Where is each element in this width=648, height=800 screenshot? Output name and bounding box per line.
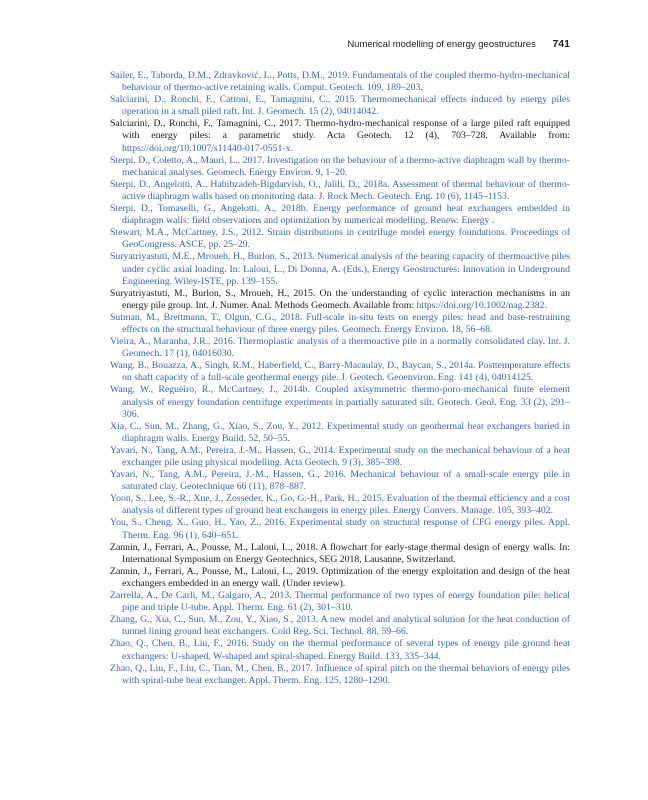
reference-list <box>110 70 570 687</box>
reference-text: Sterpi, D., Angelotti, A., Habibzadeh-Bigdarvish, O., Jalili, D., 2018a. Assessment of thermal behaviour of thermo-active diaphragm walls based on monitoring data. J. Rock Mech. Geotech. Eng. 10 (6), 1145–1153. <box>110 178 570 202</box>
reference-entry[interactable] <box>110 336 570 360</box>
reference-entry[interactable] <box>110 203 570 227</box>
reference-text: Yoon, S., Lee, S.-R., Xue, J., Zosseder, K., Go, G.-H., Park, H., 2015. Evaluation of the thermal efficiency and a cost analysis of different types of ground heat exchangers in energy piles. Energy Convers. Manage. 105, 393–402. <box>110 493 570 517</box>
reference-entry[interactable] <box>110 312 570 336</box>
reference-text: You, S., Cheng, X., Guo, H., Yao, Z., 2016. Experimental study on structural response of CFG energy piles. Appl. Therm. Eng. 96 (1), 640–651. <box>110 517 570 541</box>
reference-entry <box>110 542 570 566</box>
reference-entry[interactable] <box>110 638 570 662</box>
reference-text: Salciarini, D., Ronchi, F., Tamagnini, C., 2017. Thermo-hydro-mechanical response of a large piled raft equipped with energy piles: a parametric study. Acta Geotech. 12 (4), 703–728. Available from: <box>110 118 570 142</box>
reference-text: Stewart, M.A., McCartney, J.S., 2012. Strain distributions in centrifuge model energy foundations. Proceedings of GeoCongress. ASCE, pp. 25–29. <box>110 227 570 251</box>
reference-entry[interactable] <box>110 155 570 179</box>
reference-entry[interactable] <box>110 179 570 203</box>
reference-entry[interactable] <box>110 590 570 614</box>
reference-text: Zhao, Q., Chen, B., Liu, F., 2016. Study on the thermal performance of several types of energy pile ground heat exchangers: U-shaped, W-shaped and spiral-shaped. Energy Build. 133, 335–344. <box>110 638 570 662</box>
reference-text: Zarrella, A., De Carli, M., Galgaro, A., 2013. Thermal performance of two types of energy foundation pile: helical pipe and triple U-tube. Appl. Therm. Eng. 61 (2), 301–310. <box>110 590 570 614</box>
reference-text: Vieira, A., Maranha, J.R., 2016. Thermoplastic analysis of a thermoactive pile in a normally consolidated clay. Int. J. Geomech. 17 (1), 04016030. <box>110 336 570 360</box>
reference-text: Zannin, J., Ferrari, A., Pousse, M., Laloui, L., 2019. Optimization of the energy exploitation and design of the heat exchangers embedded in an energy wall. (Under review). <box>110 565 570 589</box>
doi-link[interactable]: https://doi.org/10.1002/nag.2382. <box>416 299 547 311</box>
reference-entry[interactable] <box>110 493 570 517</box>
reference-text: Wang, W., Regueiro, R., McCartney, J., 2014b. Coupled axisymmetric thermo-poro-mechanical finite element analysis of energy foundation centrifuge experiments in partially saturated silt. Geotech. Geol. Eng. 33 (2), 291–306. <box>110 384 570 420</box>
reference-entry[interactable] <box>110 517 570 541</box>
reference-entry <box>110 118 570 154</box>
reference-entry[interactable] <box>110 70 570 94</box>
reference-text: Zhang, G., Xia, C., Sun, M., Zou, Y., Xiao, S., 2013. A new model and analytical solution for the heat conduction of tunnel lining ground heat exchangers. Cold Reg. Sci. Technol. 88, 59–66. <box>110 614 570 638</box>
reference-text: Salciarini, D., Ronchi, F., Cattoni, E., Tamagnini, C., 2015. Thermomechanical effects induced by energy piles operation in a small piled raft. Int. J. Geomech. 15 (2), 04014042. <box>110 94 570 118</box>
reference-text: Zannin, J., Ferrari, A., Pousse, M., Laloui, L., 2018. A flowchart for early-stage thermal design of energy walls. In: International Symposium on Energy Geotechnics, SEG 2018, Lausanne, Switzerland. <box>110 541 570 565</box>
reference-text: Suryatriyastuti, M.E., Mroueh, H., Burlon, S., 2013. Numerical analysis of the bearing capacity of thermoactive piles under cyclic axial loading. In: Laloui, L., Di Donna, A. (Eds.), Energy Geostructures: Innovation in Underground Engineering. Wiley-ISTE, pp. 139–155. <box>110 251 570 287</box>
reference-entry[interactable] <box>110 469 570 493</box>
reference-entry[interactable] <box>110 227 570 251</box>
reference-entry[interactable] <box>110 445 570 469</box>
reference-entry[interactable] <box>110 421 570 445</box>
doi-link[interactable]: https://doi.org/10.1007/s11440-017-0551-x. <box>122 142 293 154</box>
reference-text: Zhao, Q., Liu, F., Liu, C., Tian, M., Chen, B., 2017. Influence of spiral pitch on the thermal behaviors of energy piles with spiral-tube heat exchanger. Appl. Therm. Eng. 125, 1280–1290. <box>110 662 570 686</box>
reference-entry[interactable] <box>110 251 570 287</box>
reference-text: Yavari, N., Tang, A.M., Pereira, J.-M., Hassen, G., 2014. Experimental study on the mechanical behaviour of a heat exchanger pile using physical modelling. Acta Geotech. 9 (3), 385–398. <box>110 444 570 468</box>
running-header-title: Numerical modelling of energy geostructures <box>347 39 536 50</box>
reference-entry <box>110 566 570 590</box>
reference-text: Suryatriyastuti, M., Burlon, S., Mroueh, H., 2015. On the understanding of cyclic interaction mechanisms in an energy pile group. Int. J. Numer. Anal. Methods Geomech. Available from: <box>110 287 570 311</box>
reference-text: Sterpi, D., Tomaselli, G., Angelotti, A., 2018b. Energy performance of ground heat exchangers embedded in diaphragm walls: field observations and optimization by numerical modelling. Renew. Energy . <box>110 203 570 227</box>
reference-entry[interactable] <box>110 384 570 420</box>
page-number: 741 <box>552 38 570 50</box>
reference-text: Sailer, E., Taborda, D.M., Zdravković, L., Potts, D.M., 2019. Fundamentals of the coupled thermo-hydro-mechanical behaviour of thermo-active retaining walls. Comput. Geotech. 109, 189–203. <box>110 70 570 94</box>
reference-entry[interactable] <box>110 94 570 118</box>
reference-entry[interactable] <box>110 663 570 687</box>
reference-text: Wang, B., Bouazza, A., Singh, R.M., Haberfield, C., Barry-Macaulay, D., Baycan, S., 2014a. Posttemperature effects on shaft capacity of a full-scale geothermal energy pile. J. Geotech. Geoenviron. Eng. 141 (4), 04014125. <box>110 360 570 384</box>
reference-text: Xia, C., Sun, M., Zhang, G., Xiao, S., Zou, Y., 2012. Experimental study on geothermal heat exchangers buried in diaphragm walls. Energy Build. 52, 50–55. <box>110 420 570 444</box>
reference-entry[interactable] <box>110 614 570 638</box>
running-header <box>110 38 570 54</box>
reference-text: Yavari, N., Tang, A.M., Pereira, J.-M., Hassen, G., 2016. Mechanical behaviour of a small-scale energy pile in saturated clay. Geotechnique 66 (11), 878–887. <box>110 469 570 493</box>
reference-entry[interactable] <box>110 360 570 384</box>
reference-text: Sutman, M., Brettmann, T., Olgun, C.G., 2018. Full-scale in-situ tests on energy piles: head and base-restraining effects on the structural behaviour of three energy piles. Geomech. Energy Environ. 18, 56–68. <box>110 311 570 335</box>
reference-entry <box>110 288 570 312</box>
reference-text: Sterpi, D., Coletto, A., Mauri, L., 2017. Investigation on the behaviour of a thermo-active diaphragm wall by thermo-mechanical analyses. Geomech. Energy Environ. 9, 1–20. <box>110 154 570 178</box>
